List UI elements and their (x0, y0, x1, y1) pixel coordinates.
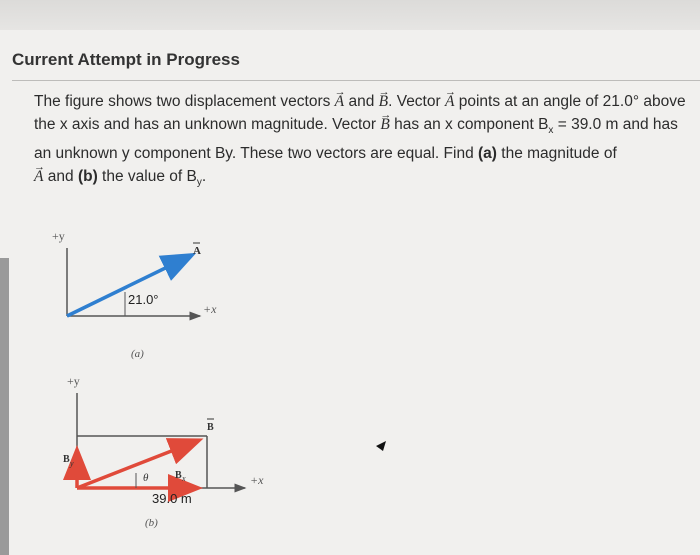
question-fragment: . (201, 168, 207, 186)
vector-a-label: A (193, 245, 201, 257)
question-fragment: and (43, 168, 78, 186)
figure-caption-a: (a) (131, 348, 144, 360)
axis-label-plus-y: +y (52, 229, 65, 243)
question-fragment: and (344, 93, 379, 110)
page-title: Current Attempt in Progress (12, 50, 240, 69)
subscript-y: y (196, 177, 202, 189)
vector-by-label: B (63, 454, 70, 465)
part-a-label: (a) (478, 145, 497, 163)
axis-label-plus-y: +y (67, 374, 80, 388)
vector-bx-label: B (175, 470, 182, 481)
axis-label-plus-x: +x (203, 302, 217, 316)
bx-value-label: 39.0 m (152, 491, 192, 506)
question-fragment: points at an angle of 21.0° above the x axis and has an unknown magnitude. Vector (34, 93, 686, 133)
vector-a-symbol: → A (335, 93, 344, 110)
figure-a (52, 229, 217, 360)
figure-caption-b: (b) (145, 517, 158, 529)
vector-a-symbol: → A (445, 93, 454, 110)
vector-bx-subscript: x (182, 474, 186, 483)
vector-b-symbol: → B (380, 116, 389, 133)
vector-a-arrow (67, 256, 190, 316)
question-fragment: The figure shows two displacement vectors (34, 93, 335, 110)
vector-by-subscript: y (70, 459, 74, 468)
question-fragment: = 39.0 m and has an unknown y component By. These two vectors are equal. Find (34, 116, 678, 163)
angle-label: 21.0° (128, 292, 159, 307)
question-fragment: . Vector (388, 93, 445, 110)
question-fragment: has an x component B (389, 116, 549, 133)
vector-a-symbol: → A (34, 168, 43, 185)
question-fragment: the value of B (97, 168, 197, 186)
theta-label: θ (143, 472, 149, 484)
part-b-label: (b) (77, 168, 98, 186)
axis-label-plus-x: +x (250, 473, 264, 487)
subscript-x: x (548, 125, 554, 137)
vector-b-label: B (207, 422, 214, 433)
vector-b-symbol: → B (379, 93, 388, 110)
cursor-icon (376, 441, 386, 451)
question-fragment: the magnitude of (496, 145, 617, 163)
figure-b (63, 374, 264, 529)
